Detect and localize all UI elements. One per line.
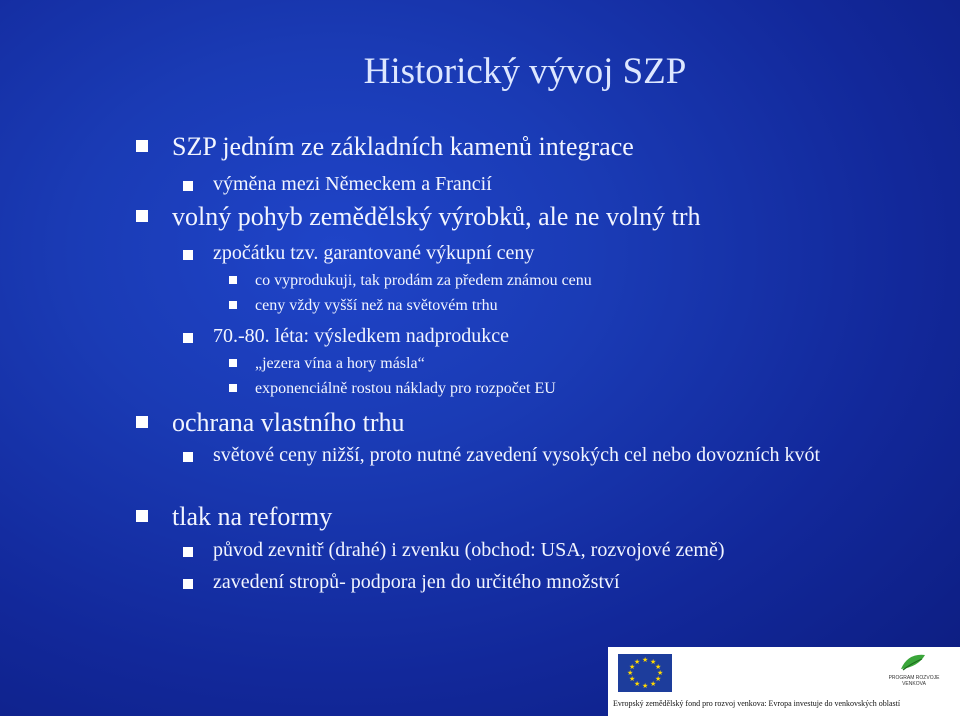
square-bullet-icon: [229, 301, 237, 309]
list-item: tlak na reformy: [172, 501, 332, 533]
list-item: SZP jedním ze základních kamenů integrace: [172, 131, 634, 163]
square-bullet-icon: [136, 140, 148, 152]
list-item: 70.-80. léta: výsledkem nadprodukce: [213, 324, 509, 349]
program-rozvoje-venkova-logo: PROGRAM ROZVOJE VENKOVA: [876, 651, 952, 695]
square-bullet-icon: [136, 510, 148, 522]
square-bullet-icon: [229, 276, 237, 284]
list-item: výměna mezi Německem a Francií: [213, 172, 492, 197]
list-item: „jezera vína a hory másla“: [255, 353, 425, 374]
list-item: ceny vždy vyšší než na světovém trhu: [255, 295, 498, 316]
square-bullet-icon: [136, 210, 148, 222]
list-item: zpočátku tzv. garantované výkupní ceny: [213, 241, 534, 266]
eu-flag-icon: ★ ★ ★ ★ ★ ★ ★ ★ ★ ★ ★ ★: [618, 654, 672, 692]
list-item: volný pohyb zemědělský výrobků, ale ne volný trh: [172, 201, 701, 233]
square-bullet-icon: [229, 359, 237, 367]
leaf-logo-icon: [898, 651, 928, 673]
slide-title: Historický vývoj SZP: [363, 51, 687, 92]
square-bullet-icon: [229, 384, 237, 392]
logo-caption: Evropský zemědělský fond pro rozvoj venkova: Evropa investuje do venkovských oblastí: [613, 699, 901, 708]
eu-funding-logo-panel: [608, 647, 960, 716]
square-bullet-icon: [183, 579, 193, 589]
list-item: světové ceny nižší, proto nutné zavedení vysokých cel nebo dovozních kvót: [213, 443, 863, 468]
list-item: původ zevnitř (drahé) i zvenku (obchod: USA, rozvojové země): [213, 538, 725, 563]
square-bullet-icon: [183, 452, 193, 462]
list-item: zavedení stropů- podpora jen do určitého množství: [213, 570, 620, 595]
square-bullet-icon: [183, 181, 193, 191]
square-bullet-icon: [183, 250, 193, 260]
list-item: ochrana vlastního trhu: [172, 407, 405, 439]
square-bullet-icon: [183, 547, 193, 557]
list-item: co vyprodukuji, tak prodám za předem známou cenu: [255, 270, 592, 291]
square-bullet-icon: [136, 416, 148, 428]
square-bullet-icon: [183, 333, 193, 343]
list-item: exponenciálně rostou náklady pro rozpočet EU: [255, 378, 556, 399]
